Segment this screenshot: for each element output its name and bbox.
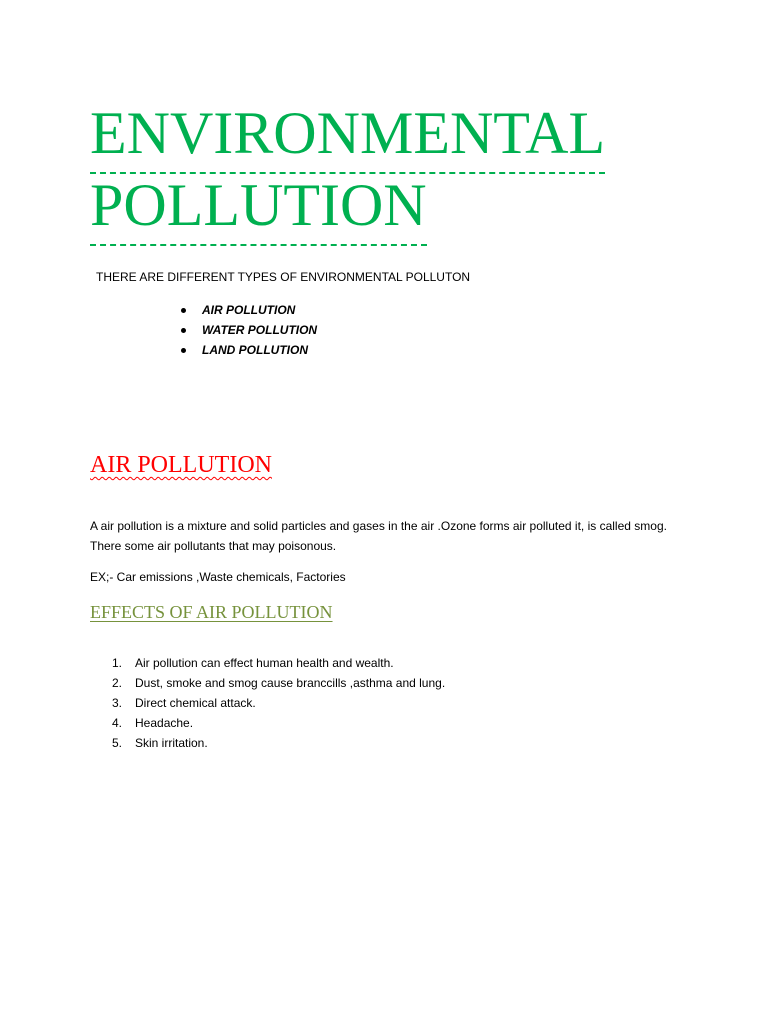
- list-item-label: Air pollution can effect human health and wealth.: [135, 656, 394, 670]
- list-number: 2.: [112, 676, 123, 690]
- list-number: 1.: [112, 656, 123, 670]
- list-number: 3.: [112, 696, 123, 710]
- list-item-label: Skin irritation.: [135, 736, 208, 750]
- list-item: [112, 715, 445, 735]
- paragraph-line: A air pollution is a mixture and solid particles and gases in the air .Ozone forms air polluted it, is called smog.: [90, 519, 667, 533]
- list-item: [112, 695, 445, 715]
- bullet-icon: [181, 328, 186, 333]
- list-item-label: WATER POLLUTION: [202, 323, 318, 337]
- list-item: [180, 322, 317, 342]
- examples-text: EX;- Car emissions ,Waste chemicals, Factories: [90, 570, 346, 584]
- list-number: 5.: [112, 736, 123, 750]
- list-item-label: Direct chemical attack.: [135, 696, 256, 710]
- list-item: [180, 302, 317, 322]
- list-item: [112, 735, 445, 755]
- page-title-line-2: POLLUTION: [90, 170, 427, 246]
- bullet-icon: [181, 308, 186, 313]
- page-title-line-1: ENVIRONMENTAL: [90, 98, 605, 174]
- list-item: [112, 675, 445, 695]
- air-pollution-heading: AIR POLLUTION: [90, 452, 272, 478]
- list-item: [180, 342, 317, 362]
- effects-heading: EFFECTS OF AIR POLLUTION: [90, 602, 333, 622]
- paragraph-line: There some air pollutants that may poisonous.: [90, 539, 337, 553]
- list-item-label: LAND POLLUTION: [202, 343, 308, 357]
- list-number: 4.: [112, 716, 123, 730]
- air-pollution-paragraph: [90, 516, 710, 556]
- effects-list: [112, 655, 445, 755]
- list-item-label: AIR POLLUTION: [202, 303, 296, 317]
- pollution-types-list: [180, 302, 317, 362]
- intro-text: THERE ARE DIFFERENT TYPES OF ENVIRONMENTAL POLLUTON: [96, 270, 471, 284]
- bullet-icon: [181, 348, 186, 353]
- list-item-label: Dust, smoke and smog cause branccills ,asthma and lung.: [135, 676, 446, 690]
- list-item: [112, 655, 445, 675]
- list-item-label: Headache.: [135, 716, 194, 730]
